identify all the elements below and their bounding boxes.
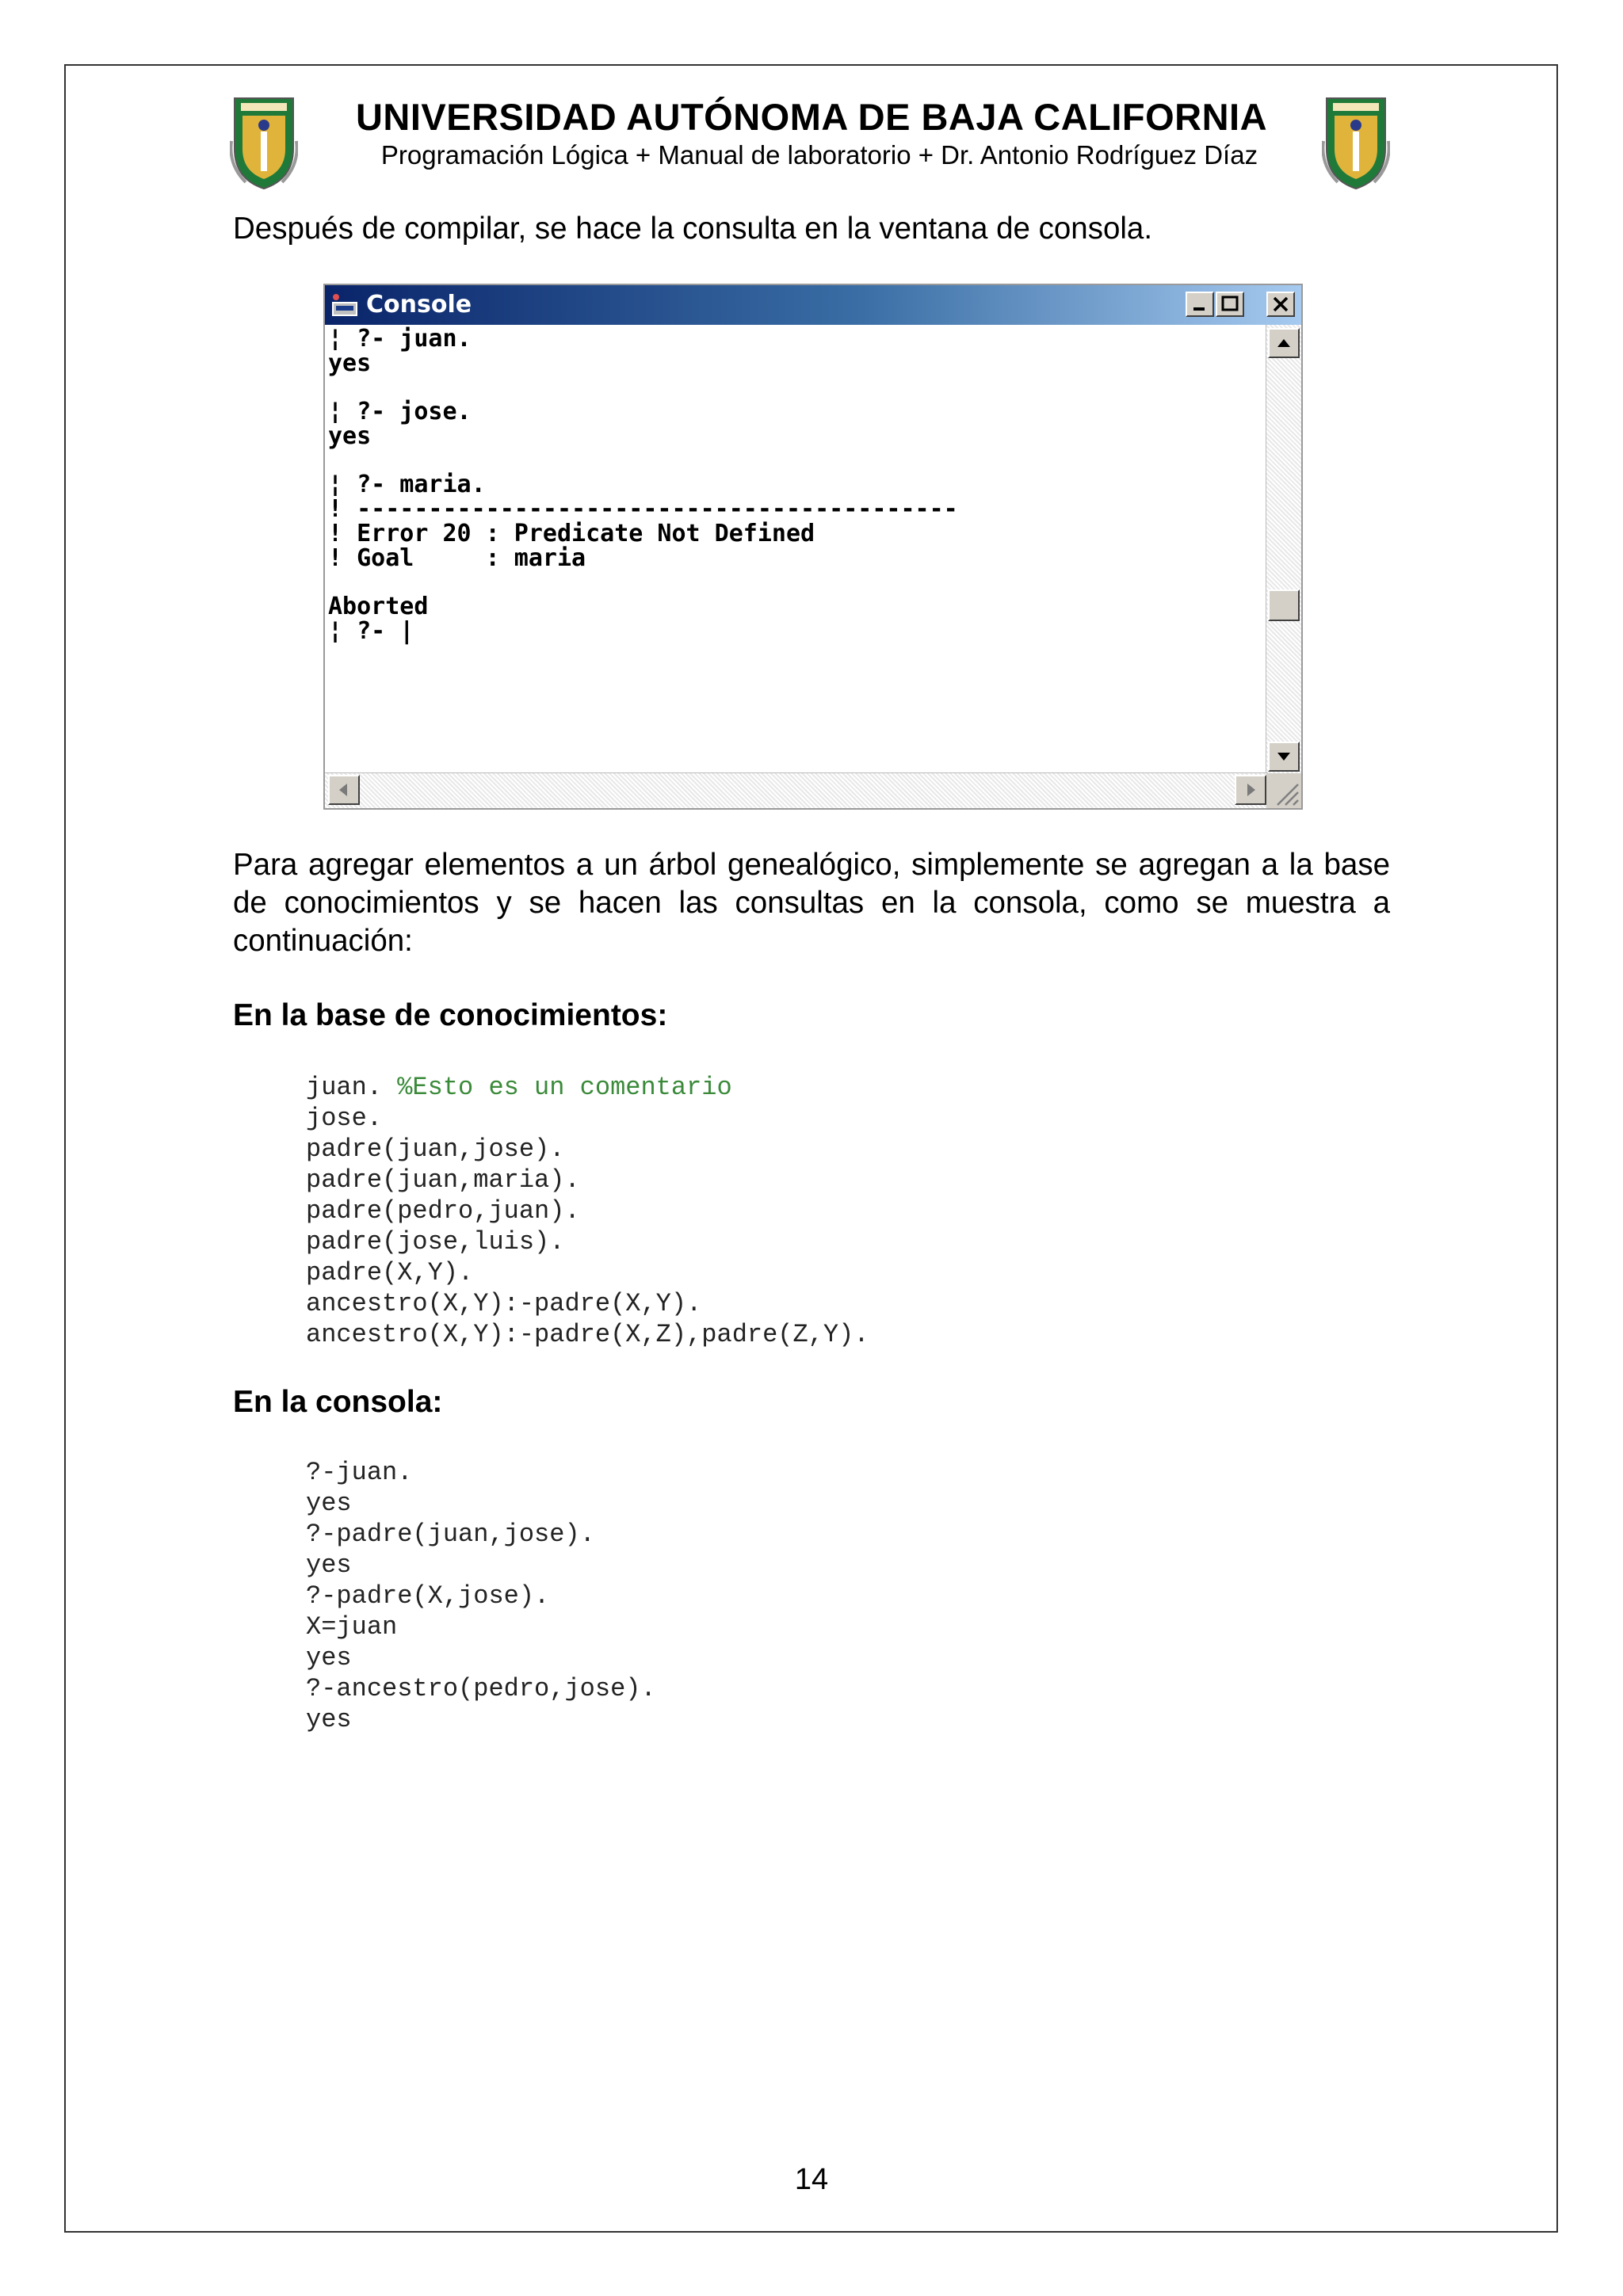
arrow-down-icon [1270,743,1298,770]
kb-code-line: padre(juan,jose). [306,1135,565,1164]
console-line: ! ------------------------------------------ [328,495,958,523]
console-code-line: ?-ancestro(pedro,jose). [306,1674,656,1703]
arrow-right-icon [1236,776,1265,803]
console-code-line: yes [306,1643,352,1672]
console-app-icon [331,293,358,317]
arrow-left-icon [330,776,358,803]
console-line [328,570,958,594]
close-icon [1268,293,1293,315]
console-title: Console [366,291,472,318]
console-code-line: ?-juan. [306,1458,413,1487]
vertical-scrollbar[interactable] [1266,325,1301,775]
console-code-line: yes [306,1550,352,1580]
scroll-thumb[interactable] [1268,589,1300,621]
course-subtitle: Programación Lógica + Manual de laboratorio + Dr. Antonio Rodríguez Díaz [380,140,1258,170]
console-output[interactable] [328,326,958,643]
arrow-up-icon [1270,330,1298,357]
resize-grip[interactable] [1266,773,1301,808]
kb-code-comment: %Esto es un comentario [397,1073,732,1102]
console-line: Aborted [328,593,429,620]
console-line: ¦ ?- juan. [328,325,472,353]
console-line: yes [328,349,372,377]
kb-code-line: padre(pedro,juan). [306,1196,580,1226]
minimize-icon [1187,293,1212,315]
kb-code-block [306,1072,869,1350]
scroll-left-button[interactable] [328,775,360,805]
console-code-block [306,1457,656,1735]
kb-code-line: juan. [306,1073,398,1102]
console-line: ! Goal : maria [328,544,586,572]
page-number: 14 [794,2163,829,2196]
kb-code-line: ancestro(X,Y):-padre(X,Y). [306,1289,702,1318]
console-window [323,284,1303,810]
console-line: ¦ ?- jose. [328,398,472,425]
kb-code-line: ancestro(X,Y):-padre(X,Z),padre(Z,Y). [306,1320,869,1349]
intro-paragraph: Después de compilar, se hace la consulta en la ventana de consola. [233,212,1153,246]
console-line [328,448,958,472]
scroll-up-button[interactable] [1268,328,1300,358]
console-code-line: yes [306,1705,352,1734]
console-line [328,376,958,399]
resize-grip-icon [1266,773,1301,808]
maximize-button[interactable] [1216,292,1244,317]
console-line: ¦ ?- maria. [328,471,486,498]
university-title: UNIVERSIDAD AUTÓNOMA DE BAJA CALIFORNIA [355,96,1268,138]
console-code-line: yes [306,1489,352,1518]
close-button[interactable] [1266,292,1295,317]
family-tree-paragraph: Para agregar elementos a un árbol genealógico, simplemente se agregan a la base de conocimientos y se hacen las consultas en la consola, como se muestra a continuación: [233,848,1390,958]
kb-code-line: padre(juan,maria). [306,1165,580,1195]
horizontal-scrollbar[interactable] [325,772,1268,808]
console-code-line: ?-padre(juan,jose). [306,1520,595,1549]
kb-code-line: jose. [306,1104,383,1133]
scroll-down-button[interactable] [1268,742,1300,772]
console-line: ¦ ?- | [328,617,414,645]
console-heading: En la consola: [233,1385,443,1419]
console-line: yes [328,422,372,450]
minimize-button[interactable] [1186,292,1214,317]
kb-heading: En la base de conocimientos: [233,998,668,1032]
scroll-right-button[interactable] [1235,775,1266,805]
kb-code-line: padre(jose,luis). [306,1227,565,1257]
console-code-line: ?-padre(X,jose). [306,1581,550,1611]
maximize-icon [1217,293,1243,315]
kb-code-rest [306,1103,869,1350]
kb-code-line: padre(X,Y). [306,1258,474,1287]
console-code-line: X=juan [306,1612,398,1642]
console-line: ! Error 20 : Predicate Not Defined [328,520,815,547]
console-titlebar [325,285,1301,325]
